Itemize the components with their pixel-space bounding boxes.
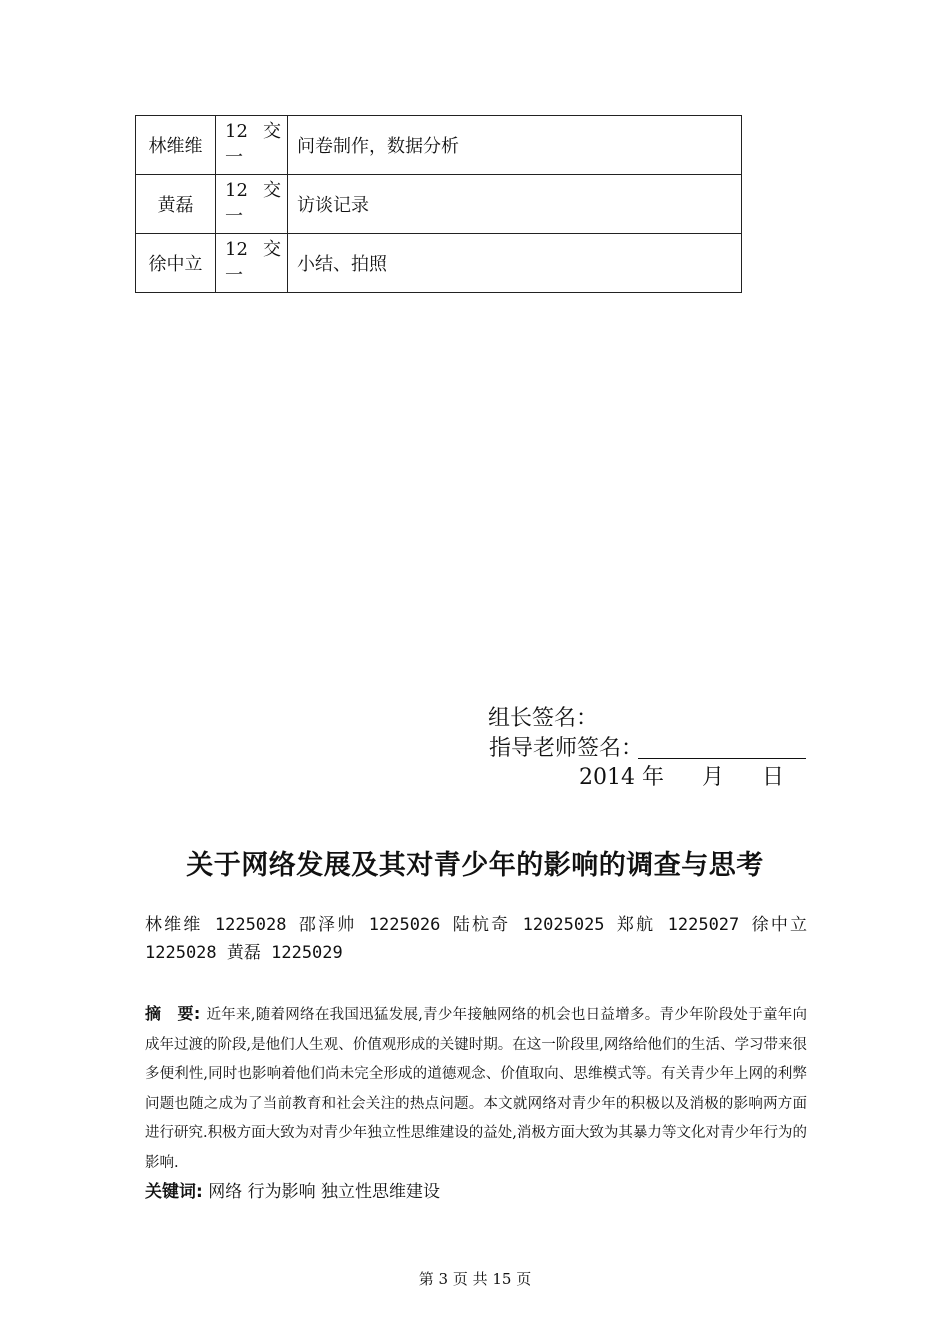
date-day: 日	[762, 765, 785, 790]
member-duty-cell: 小结、拍照	[288, 234, 742, 293]
member-name-cell: 徐中立	[136, 234, 216, 293]
date-year: 2014 年	[579, 765, 664, 790]
class-tail: 一	[225, 206, 243, 227]
page-number-footer: 第 3 页 共 15 页	[418, 1270, 532, 1288]
teacher-signature-label: 指导老师签名：	[489, 736, 644, 761]
member-class-cell	[216, 116, 288, 175]
table-row	[136, 116, 742, 175]
leader-signature-label: 组长签名：	[488, 706, 599, 731]
member-duty-cell: 访谈记录	[288, 175, 742, 234]
keywords-label: 关键词:	[145, 1182, 203, 1202]
class-number: 12	[225, 180, 248, 201]
member-duty-cell: 问卷制作，数据分析	[288, 116, 742, 175]
teacher-signature-line	[638, 758, 806, 759]
class-tail: 一	[225, 265, 243, 286]
abstract-label: 摘 要:	[145, 1004, 201, 1023]
class-word: 交	[263, 121, 281, 142]
paper-authors: 林维维 1225028 邵泽帅 1225026 陆杭奇 12025025 郑航 1225027 徐中立 1225028 黄磊 1225029	[145, 915, 807, 963]
member-name-cell: 黄磊	[136, 175, 216, 234]
class-word: 交	[263, 180, 281, 201]
date-month: 月	[701, 765, 724, 790]
paper-title: 关于网络发展及其对青少年的影响的调查与思考	[186, 850, 764, 881]
signature-date	[579, 764, 784, 792]
member-name-cell: 林维维	[136, 116, 216, 175]
class-tail: 一	[225, 147, 243, 168]
members-table	[135, 115, 742, 293]
paper-abstract	[145, 999, 807, 1179]
class-number: 12	[225, 121, 248, 142]
class-word: 交	[263, 239, 281, 260]
abstract-text: 近年来,随着网络在我国迅猛发展,青少年接触网络的机会也日益增多。青少年阶段处于童年向成年过渡的阶段,是他们人生观、价值观形成的关键时期。在这一阶段里,网络给他们的生活、学习带来很多便利性,同时也影响着他们尚未完全形成的道德观念、价值取向、思维模式等。有关青少年上网的利弊问题也随之成为了当前教育和社会关注的热点问题。本文就网络对青少年的积极以及消极的影响两方面进行研究.积极方面大致为对青少年独立性思维建设的益处,消极方面大致为其暴力等文化对青少年行为的影响.	[145, 1007, 807, 1171]
table-row	[136, 175, 742, 234]
table-row	[136, 234, 742, 293]
paper-keywords	[145, 1178, 440, 1206]
member-class-cell	[216, 234, 288, 293]
keywords-text: 网络 行为影响 独立性思维建设	[202, 1182, 441, 1202]
member-class-cell	[216, 175, 288, 234]
class-number: 12	[225, 239, 248, 260]
